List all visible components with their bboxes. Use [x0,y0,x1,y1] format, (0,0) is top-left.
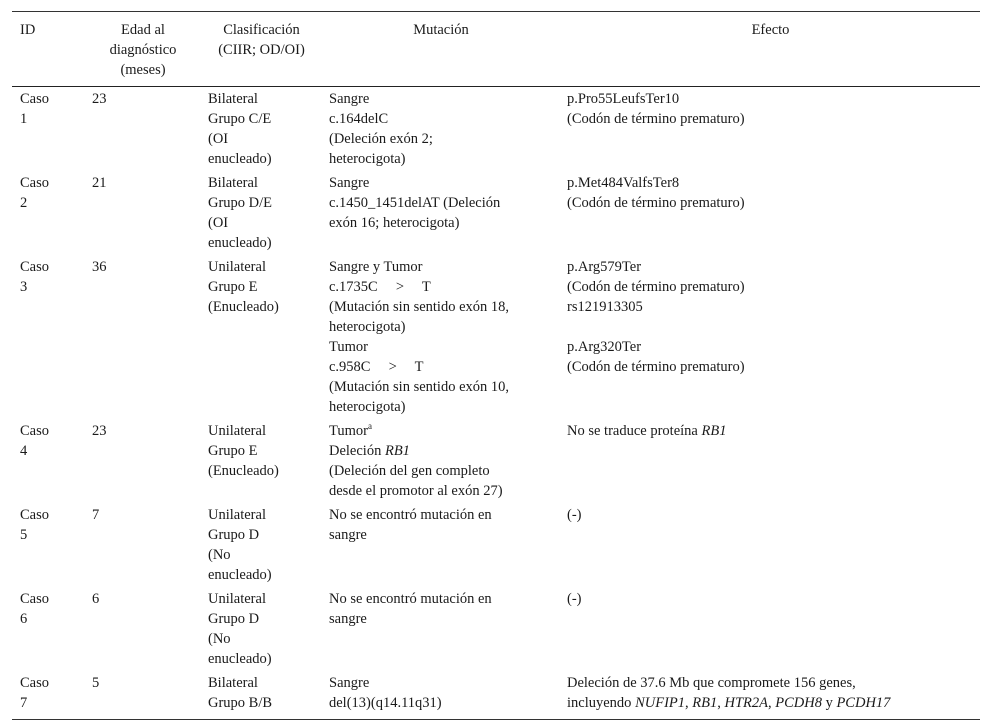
cell-efecto [559,255,980,419]
efecto-line: (-) [567,591,582,607]
gene-name: PCDH8 [775,695,822,711]
case-label: Caso [20,259,49,275]
cell-clasificacion [200,171,321,255]
case-number: 2 [20,195,28,211]
clasif-line: Grupo D/E [208,195,273,211]
clasif-line: (OI [208,131,229,147]
mut-line: Sangre y Tumor [329,259,423,275]
cell-mutacion [321,87,559,172]
cell-edad: 21 [92,175,107,191]
case-number: 6 [20,611,28,627]
efecto-line: Deleción de 37.6 Mb que compromete 156 genes, [567,675,856,691]
mut-line: del(13)(q14.11q31) [329,695,442,711]
mut-line: Sangre [329,91,370,107]
cell-mutacion [321,503,559,587]
case-label: Caso [20,175,49,191]
table-row [12,419,980,503]
clasif-line: Unilateral [208,591,266,607]
cell-efecto [559,171,980,255]
cell-clasificacion [200,503,321,587]
table-row [12,255,980,419]
cell-mutacion [321,255,559,419]
table-row [12,587,980,671]
gene-name: HTR2A [724,695,768,711]
cell-efecto [559,503,980,587]
clasif-line: Grupo C/E [208,111,272,127]
mut-line: sangre [329,611,367,627]
clasif-line: (Enucleado) [208,299,279,315]
mut-line: exón 16; heterocigota) [329,215,460,231]
case-label: Caso [20,423,49,439]
gene-name: RB1 [701,423,727,439]
cell-edad: 23 [92,423,107,439]
separator: y [821,695,837,711]
cell-id [12,503,84,587]
clasif-line: Unilateral [208,423,266,439]
gene-name: RB1 [692,695,718,711]
efecto-line: p.Pro55LeufsTer10 [567,91,680,107]
mut-line: heterocigota) [329,319,406,335]
header-edad-line: (meses) [120,62,166,78]
case-number: 5 [20,527,28,543]
cell-mutacion [321,419,559,503]
cell-id [12,671,84,720]
cell-edad: 7 [92,507,100,523]
cell-edad: 23 [92,91,107,107]
header-id: ID [20,22,36,38]
efecto-text: incluyendo [567,695,636,711]
clasif-line: enucleado) [208,651,272,667]
efecto-text: No se traduce proteína [567,423,702,439]
header-edad-line: diagnóstico [109,42,177,58]
efecto-line: p.Met484ValfsTer8 [567,175,680,191]
header-clasif-line: (CIIR; OD/OI) [218,42,305,58]
mut-line: c.958C > T [329,359,424,375]
header-clasif-line: Clasificación [223,22,300,38]
cell-mutacion [321,587,559,671]
clasif-line: Grupo B/B [208,695,273,711]
cell-id [12,171,84,255]
mut-line: Tumor [329,339,368,355]
mut-del: Deleción [329,443,385,459]
mut-line: (Deleción del gen completo [329,463,490,479]
clasif-line: (Enucleado) [208,463,279,479]
table-row [12,87,980,172]
mut-line: Sangre [329,675,370,691]
case-label: Caso [20,91,49,107]
case-label: Caso [20,675,49,691]
efecto-line: (Codón de término prematuro) [567,279,745,295]
mut-line: (Mutación sin sentido exón 18, [329,299,510,315]
clasif-line: Grupo E [208,279,258,295]
table-row [12,171,980,255]
case-number: 1 [20,111,28,127]
cell-efecto [559,419,980,503]
cell-mutacion [321,171,559,255]
mut-line: (Deleción exón 2; [329,131,433,147]
cell-clasificacion [200,587,321,671]
mut-tumor: Tumor [329,423,368,439]
clasif-line: Bilateral [208,91,258,107]
cell-id [12,255,84,419]
header-clasificacion [200,12,321,87]
efecto-line: (Codón de término prematuro) [567,111,745,127]
table-row [12,671,980,720]
cell-id [12,587,84,671]
clasif-line: (No [208,631,231,647]
separator: , [685,695,693,711]
gene-name: RB1 [384,443,410,459]
table-body [12,87,980,720]
cell-edad: 5 [92,675,100,691]
clasif-line: Unilateral [208,507,266,523]
mutation-table [12,11,980,720]
efecto-line [567,693,974,713]
cell-mutacion [321,671,559,720]
separator: , [767,695,776,711]
clasif-line: Grupo D [208,611,260,627]
clasif-line: Bilateral [208,675,258,691]
header-efecto: Efecto [751,22,790,38]
mut-line: No se encontró mutación en [329,591,492,607]
cell-clasificacion [200,419,321,503]
gene-name: PCDH17 [836,695,891,711]
mut-line: c.1735C > T [329,279,431,295]
efecto-line: p.Arg579Ter [567,259,642,275]
cell-efecto [559,87,980,172]
clasif-line: Bilateral [208,175,258,191]
mut-line: heterocigota) [329,151,406,167]
cell-clasificacion [200,87,321,172]
clasif-line: enucleado) [208,567,272,583]
case-number: 3 [20,279,28,295]
mut-line: desde el promotor al exón 27) [329,483,503,499]
header-edad [84,12,200,87]
mut-line [329,421,553,441]
gene-name: NUFIP1 [635,695,685,711]
mut-line: c.164delC [329,111,389,127]
header-edad-line: Edad al [121,22,165,38]
header-row [12,12,980,87]
efecto-line: rs121913305 [567,299,643,315]
header-mutacion: Mutación [413,22,469,38]
cell-id [12,87,84,172]
mut-line [329,441,553,461]
cell-efecto [559,671,980,720]
clasif-line: enucleado) [208,235,272,251]
efecto-line: (Codón de término prematuro) [567,359,745,375]
mutation-table-container [12,11,980,720]
efecto-line: (-) [567,507,582,523]
mut-line: No se encontró mutación en [329,507,492,523]
mut-line: Sangre [329,175,370,191]
case-label: Caso [20,591,49,607]
footnote-marker: a [367,421,372,432]
cell-edad: 36 [92,259,107,275]
cell-id [12,419,84,503]
efecto-line: p.Arg320Ter [567,339,642,355]
mut-line: c.1450_1451delAT (Deleción [329,195,501,211]
case-number: 7 [20,695,28,711]
clasif-line: (OI [208,215,229,231]
efecto-line [567,421,974,441]
clasif-line: (No [208,547,231,563]
mut-line: heterocigota) [329,399,406,415]
mut-line: sangre [329,527,367,543]
cell-clasificacion [200,671,321,720]
table-row [12,503,980,587]
mut-line: (Mutación sin sentido exón 10, [329,379,510,395]
clasif-line: Unilateral [208,259,266,275]
table-header [12,12,980,87]
separator: , [717,695,725,711]
efecto-gap [567,317,974,337]
case-number: 4 [20,443,28,459]
clasif-line: Grupo D [208,527,260,543]
cell-clasificacion [200,255,321,419]
cell-edad: 6 [92,591,100,607]
efecto-line: (Codón de término prematuro) [567,195,745,211]
clasif-line: enucleado) [208,151,272,167]
case-label: Caso [20,507,49,523]
clasif-line: Grupo E [208,443,258,459]
cell-efecto [559,587,980,671]
